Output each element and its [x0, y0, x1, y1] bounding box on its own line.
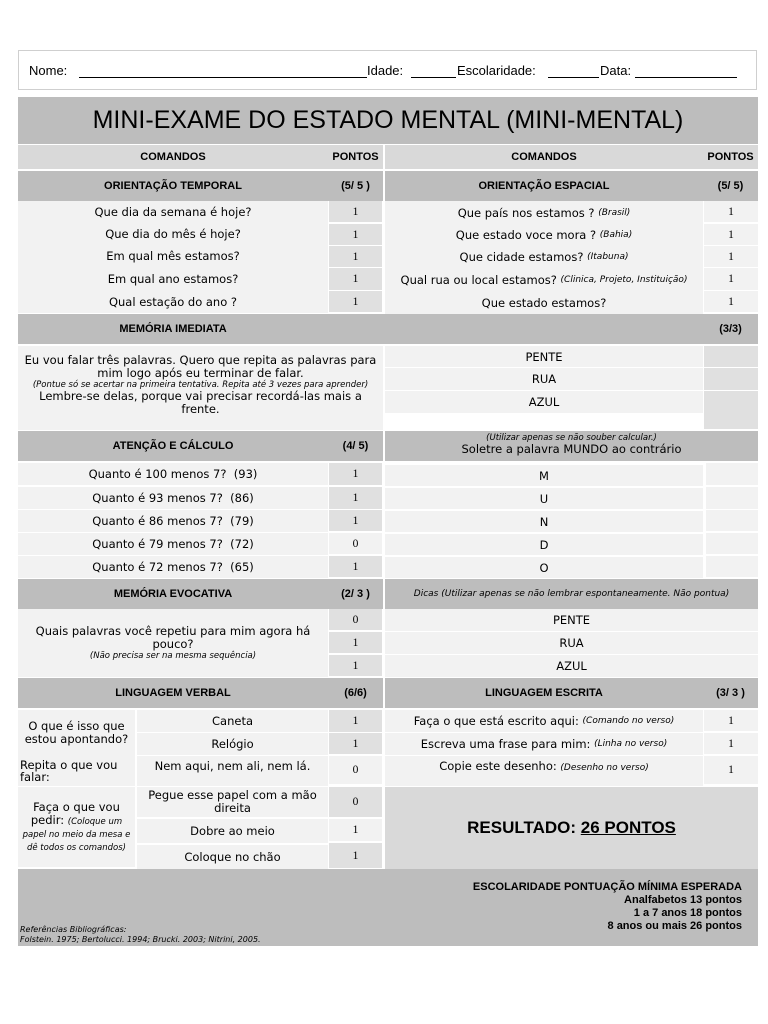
data-field[interactable]: [635, 63, 737, 78]
memoria-imediata-instructions: [18, 346, 383, 430]
atencao-calculo-title: ATENÇÃO E CÁLCULO: [18, 431, 328, 461]
calc-question: Quanto é 72 menos 7? (65): [18, 556, 328, 578]
letter-points[interactable]: [706, 487, 758, 509]
calc-points[interactable]: 1: [329, 510, 382, 531]
idade-label: Idade:: [367, 63, 404, 78]
calc-points[interactable]: 0: [329, 533, 382, 554]
letter-points[interactable]: [706, 533, 758, 554]
verbal-item: Dobre ao meio: [137, 819, 328, 843]
verbal-item: Nem aqui, nem ali, nem lá.: [137, 756, 328, 786]
letter-item: D: [385, 534, 703, 555]
espacial-points[interactable]: 1: [704, 291, 758, 312]
evocativa-points[interactable]: 0: [329, 609, 382, 630]
calc-question: Quanto é 86 menos 7? (79): [18, 510, 328, 532]
result-label: RESULTADO:: [467, 818, 577, 837]
escrita-question: Escreva uma frase para mim: (Linha no verso): [385, 733, 703, 755]
verbal-points[interactable]: 0: [329, 787, 382, 817]
verbal-q3-block: [18, 787, 135, 867]
memoria-imediata-header-fill: [328, 314, 703, 344]
verbal-points[interactable]: 1: [329, 733, 382, 754]
atencao-calculo-score: (4/ 5): [328, 431, 383, 461]
evocativa-question-block: [18, 609, 328, 677]
col-points-right: PONTOS: [703, 145, 758, 169]
espacial-points[interactable]: 1: [704, 268, 758, 290]
word-points[interactable]: [704, 346, 758, 367]
word-item: AZUL: [385, 391, 703, 413]
espacial-question: Que estado voce mora ? (Bahia): [385, 224, 703, 246]
orientacao-espacial-score: (5/ 5): [703, 171, 758, 201]
calc-question: Quanto é 93 menos 7? (86): [18, 487, 328, 509]
espacial-points[interactable]: 1: [704, 201, 758, 222]
verbal-item: Relógio: [137, 733, 328, 755]
evocativa-points[interactable]: 1: [329, 632, 382, 653]
verbal-item: Caneta: [137, 710, 328, 732]
espacial-points[interactable]: 1: [704, 246, 758, 267]
evocativa-word: AZUL: [385, 655, 758, 677]
memoria-evocativa-title: MEMÓRIA EVOCATIVA: [18, 579, 328, 609]
letter-item: O: [385, 557, 703, 578]
temporal-points[interactable]: 1: [329, 201, 382, 222]
scale-line: 1 a 7 anos 18 pontos: [633, 907, 742, 919]
calc-points[interactable]: 1: [329, 487, 382, 509]
word-item: RUA: [385, 368, 703, 390]
temporal-question: Que dia do mês é hoje?: [18, 223, 328, 245]
verbal-item: Pegue esse papel com a mão direita: [137, 787, 328, 817]
scale-block: [473, 881, 742, 933]
scale-line: Analfabetos 13 pontos: [624, 894, 742, 906]
letter-points[interactable]: [706, 463, 758, 485]
footer-box: [18, 869, 758, 946]
references-list: Folstein. 1975; Bertolucci. 1994; Brucki. 2003; Nitrini, 2005.: [20, 935, 261, 944]
soletre-note: (Utilizar apenas se não souber calcular.): [486, 433, 657, 443]
evocativa-question: Quais palavras você repetiu para mim agora há pouco?: [35, 624, 311, 651]
idade-field[interactable]: [411, 63, 456, 78]
espacial-question: Que país nos estamos ? (Brasil): [385, 201, 703, 224]
evocativa-points[interactable]: 1: [329, 655, 382, 676]
linguagem-escrita-title: LINGUAGEM ESCRITA: [385, 678, 703, 708]
escolaridade-field[interactable]: [548, 63, 599, 78]
soletre-title: Soletre a palavra MUNDO ao contrário: [461, 442, 682, 456]
temporal-points[interactable]: 1: [329, 291, 382, 312]
linguagem-escrita-score: (3/ 3 ): [703, 678, 758, 708]
dicas-note: Dicas (Utilizar apenas se não lembrar espontaneamente. Não pontua): [385, 579, 758, 609]
col-commands-right: COMANDOS: [385, 145, 703, 169]
instruction-note: (Pontue só se acertar na primeira tentativa. Repita até 3 vezes para aprender): [32, 380, 369, 390]
verbal-points[interactable]: 0: [329, 756, 382, 784]
temporal-points[interactable]: 1: [329, 224, 382, 245]
evocativa-note: (Não precisa ser na mesma sequência): [89, 651, 257, 661]
letter-item: N: [385, 511, 703, 532]
espacial-question: Que estado estamos?: [385, 292, 703, 314]
calc-points[interactable]: 1: [329, 463, 382, 485]
data-label: Data:: [600, 63, 632, 78]
espacial-question: Que cidade estamos? (Itabuna): [385, 246, 703, 268]
page-title: MINI-EXAME DO ESTADO MENTAL (MINI-MENTAL): [18, 97, 758, 144]
col-points-left: PONTOS: [328, 145, 383, 169]
calc-question: Quanto é 79 menos 7? (72): [18, 533, 328, 555]
calc-question: Quanto é 100 menos 7? (93): [18, 463, 328, 485]
escrita-points[interactable]: 1: [704, 733, 758, 754]
verbal-points[interactable]: 1: [329, 710, 382, 732]
temporal-question: Qual estação do ano ?: [18, 291, 328, 313]
linguagem-verbal-title: LINGUAGEM VERBAL: [18, 678, 328, 708]
espacial-points[interactable]: 1: [704, 224, 758, 245]
word-item: PENTE: [385, 346, 703, 367]
scale-title: ESCOLARIDADE PONTUAÇÃO MÍNIMA ESPERADA: [472, 881, 742, 893]
instruction-text: Eu vou falar três palavras. Quero que repita as palavras para mim logo após eu terminar de falar.: [24, 353, 377, 380]
word-points[interactable]: [704, 391, 758, 429]
soletre-header: [385, 431, 758, 461]
patient-info-box: [18, 50, 757, 90]
letter-item: M: [385, 465, 703, 486]
letter-item: U: [385, 488, 703, 509]
calc-points[interactable]: 1: [329, 556, 382, 577]
result-value: 26 PONTOS: [580, 818, 676, 837]
escrita-question: Faça o que está escrito aqui: (Comando no verso): [385, 710, 703, 732]
temporal-question: Em qual mês estamos?: [18, 245, 328, 267]
escolaridade-label: Escolaridade:: [457, 63, 536, 78]
nome-field[interactable]: [79, 63, 367, 78]
references: [20, 925, 261, 945]
memoria-evocativa-score: (2/ 3 ): [328, 579, 383, 609]
escrita-points[interactable]: 1: [704, 710, 758, 731]
temporal-points[interactable]: 1: [329, 268, 382, 290]
result-box: [385, 787, 758, 869]
memoria-imediata-score: (3/3): [703, 314, 758, 344]
orientacao-temporal-title: ORIENTAÇÃO TEMPORAL: [18, 171, 328, 201]
espacial-question: Qual rua ou local estamos? (Clinica, Projeto, Instituição): [385, 268, 703, 292]
nome-label: Nome:: [29, 63, 68, 78]
temporal-question: Que dia da semana é hoje?: [18, 201, 328, 223]
references-title: Referências Bibliográficas:: [20, 925, 127, 934]
orientacao-espacial-title: ORIENTAÇÃO ESPACIAL: [385, 171, 703, 201]
verbal-q2: Repita o que vou falar:: [18, 756, 135, 786]
memoria-imediata-title: MEMÓRIA IMEDIATA: [18, 314, 328, 344]
col-commands-left: COMANDOS: [18, 145, 328, 169]
letter-points[interactable]: [706, 510, 758, 531]
letter-points[interactable]: [706, 556, 758, 577]
verbal-points[interactable]: 1: [329, 843, 382, 868]
orientacao-temporal-score: (5/ 5 ): [328, 171, 383, 201]
evocativa-word: RUA: [385, 632, 758, 654]
verbal-points[interactable]: 1: [329, 819, 382, 841]
temporal-points[interactable]: 1: [329, 246, 382, 267]
verbal-q1: O que é isso que estou apontando?: [18, 710, 135, 756]
escrita-points[interactable]: 1: [704, 756, 758, 784]
verbal-item: Coloque no chão: [137, 845, 328, 869]
word-points[interactable]: [704, 368, 758, 390]
verbal-q3: Faça o que vou pedir:: [30, 800, 120, 827]
verbal-q3-note: (Coloque um papel no meio da mesa e dê todos os comandos): [22, 817, 131, 853]
linguagem-verbal-score: (6/6): [328, 678, 383, 708]
instruction-text-2: Lembre-se delas, porque vai precisar recordá-las mais a frente.: [39, 389, 362, 416]
scale-line: 8 anos ou mais 26 pontos: [607, 920, 742, 932]
escrita-question: Copie este desenho: (Desenho no verso): [385, 756, 703, 786]
evocativa-word: PENTE: [385, 609, 758, 631]
temporal-question: Em qual ano estamos?: [18, 267, 328, 291]
